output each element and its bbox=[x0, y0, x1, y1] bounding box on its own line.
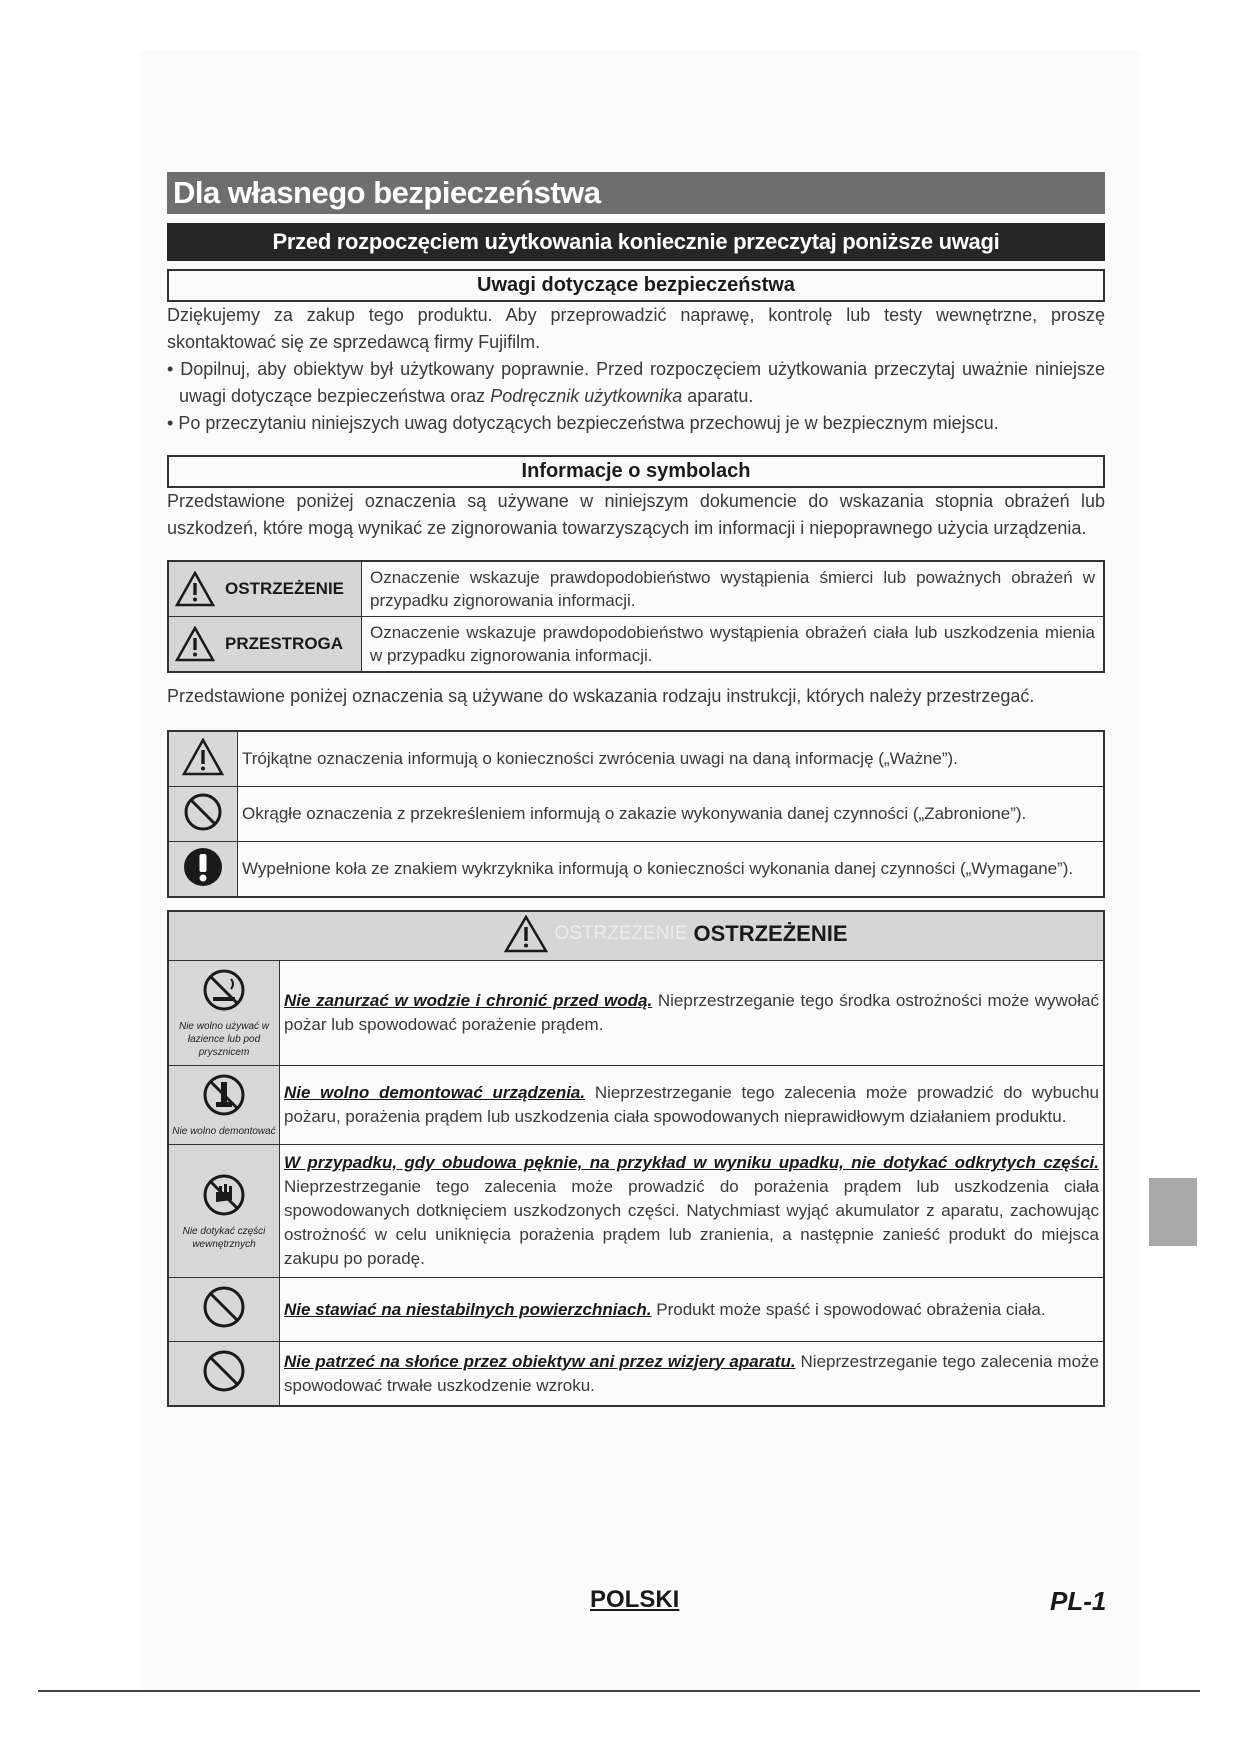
symbols-heading: Informacje o symbolach bbox=[167, 455, 1105, 488]
warning-icon-caption: Nie wolno demontować bbox=[172, 1126, 276, 1137]
footer-divider bbox=[38, 1690, 1200, 1692]
page-title: Dla własnego bezpieczeństwa bbox=[167, 172, 1105, 214]
instruction-icons-table bbox=[167, 730, 1105, 898]
symbols-intro: Przedstawione poniżej oznaczenia są używane w niniejszym dokumencie do wskazania stopnia obrażeń lub uszkodzeń, które mogą wynikać ze zignorowania towarzyszących im informacji i niepoprawnego użycia urządzenia. bbox=[167, 491, 1105, 538]
warning-lead: Nie wolno demontować urządzenia. bbox=[284, 1083, 586, 1102]
warning-row bbox=[168, 1145, 1104, 1278]
warning-lead: Nie zanurzać w wodzie i chronić przed wodą. bbox=[284, 991, 653, 1010]
footer-language: POLSKI bbox=[590, 1586, 680, 1613]
warning-triangle-icon bbox=[175, 626, 215, 662]
warning-header-ghost: OSTRZEŻENIE bbox=[554, 922, 688, 944]
warning-row bbox=[168, 1342, 1104, 1407]
safety-bullet-1: • Dopilnuj, aby obiektyw był użytkowany poprawnie. Przed rozpoczęciem użytkowania przeczytaj uważnie niniejsze uwagi dotyczące bezpieczeństwa oraz Podręcznik użytkownika aparatu. bbox=[167, 359, 1105, 406]
hazard-level-text: Oznaczenie wskazuje prawdopodobieństwo wystąpienia śmierci lub poważnych obrażeń w przypadku zignorowania informacji. bbox=[362, 561, 1105, 617]
warning-lead: Nie patrzeć na słońce przez obiektyw ani przez wizjery aparatu. bbox=[284, 1351, 796, 1371]
hazard-level-label: OSTRZEŻENIE bbox=[225, 579, 345, 598]
warning-table bbox=[167, 910, 1105, 1407]
safety-intro: Dziękujemy za zakup tego produktu. Aby przeprowadzić naprawę, kontrolę lub testy wewnętrzne, proszę skontaktować się ze sprzedawcą firmy Fujifilm. bbox=[167, 305, 1105, 352]
manual-title: Podręcznik użytkownika bbox=[490, 386, 683, 406]
section-thumb-tab bbox=[1149, 1178, 1197, 1246]
warning-row bbox=[168, 1278, 1104, 1342]
hazard-level-label: PRZESTROGA bbox=[225, 634, 344, 653]
safety-bullet-2: • Po przeczytaniu niniejszych uwag dotyczących bezpieczeństwa przechowuj je w bezpiecznym miejscu. bbox=[167, 413, 999, 433]
no-touch-icon bbox=[201, 1172, 247, 1218]
warning-text: Nieprzestrzeganie tego środka ostrożności może wywołać pożar lub spowodować porażenie prądem. bbox=[284, 991, 1099, 1034]
instruction-icon-text: Okrągłe oznaczenia z przekreśleniem informują o zakazie wykonywania danej czynności („Zabronione”). bbox=[238, 787, 1105, 842]
warning-triangle-icon bbox=[504, 915, 548, 953]
hazard-level-text: Oznaczenie wskazuje prawdopodobieństwo wystąpienia obrażeń ciała lub uszkodzenia mienia w przypadku zignorowania informacji. bbox=[362, 617, 1105, 673]
hazard-levels-table bbox=[167, 560, 1105, 673]
document-body bbox=[167, 172, 1105, 1407]
instruction-intro: Przedstawione poniżej oznaczenia są używane do wskazania rodzaju instrukcji, których należy przestrzegać. bbox=[167, 686, 1035, 706]
warning-lead: W przypadku, gdy obudowa pęknie, na przykład w wyniku upadku, nie dotykać odkrytych części. bbox=[284, 1153, 1099, 1172]
mandatory-exclamation-icon bbox=[182, 846, 224, 888]
warning-text: Produkt może spaść i spowodować obrażenia ciała. bbox=[656, 1299, 1046, 1319]
hazard-level-row bbox=[168, 561, 1104, 617]
warning-icon-caption: Nie wolno używać w łazience lub pod prysznicem bbox=[178, 1021, 270, 1058]
no-disassembly-icon bbox=[201, 1072, 247, 1118]
warning-row bbox=[168, 1066, 1104, 1145]
hazard-level-row bbox=[168, 617, 1104, 673]
instruction-icon-row bbox=[168, 787, 1104, 842]
warning-text: Nieprzestrzeganie tego zalecenia może spowodować trwałe uszkodzenie wzroku. bbox=[284, 1351, 1099, 1395]
warning-triangle-icon bbox=[182, 738, 224, 776]
warning-row bbox=[168, 961, 1104, 1066]
safety-notes-heading: Uwagi dotyczące bezpieczeństwa bbox=[167, 269, 1105, 302]
warning-header-label: OSTRZEŻENIE bbox=[693, 920, 848, 946]
warning-text: Nieprzestrzeganie tego zalecenia może prowadzić do wybuchu pożaru, porażenia prądem lub uszkodzenia ciała spowodowanych nieprawidłowym działaniem produktu. bbox=[284, 1083, 1099, 1126]
instruction-icon-text: Trójkątne oznaczenia informują o konieczności zwrócenia uwagi na daną informację („Ważne”). bbox=[238, 731, 1105, 787]
warning-icon-caption: Nie dotykać części wewnętrznych bbox=[182, 1225, 266, 1250]
prohibited-icon bbox=[201, 1284, 247, 1330]
no-water-icon bbox=[201, 967, 247, 1013]
instruction-icon-row bbox=[168, 842, 1104, 898]
page-subtitle: Przed rozpoczęciem użytkowania koniecznie przeczytaj poniższe uwagi bbox=[167, 223, 1105, 261]
warning-header bbox=[168, 911, 1104, 961]
instruction-icon-text: Wypełnione koła ze znakiem wykrzyknika informują o konieczności wykonania danej czynności („Wymagane”). bbox=[238, 842, 1105, 898]
warning-text: Nieprzestrzeganie tego zalecenia może prowadzić do porażenia prądem lub uszkodzenia ciała spowodowanych dotknięciem uszkodzonych części. Natychmiast wyjąć akumulator z aparatu, zachowując ostrożność w celu uniknięcia porażenia prądem lub zranienia, a następnie zanieść produkt do miejsca zakupu po poradę. bbox=[284, 1177, 1099, 1268]
page-number: PL-1 bbox=[1050, 1586, 1107, 1616]
prohibited-icon bbox=[183, 792, 223, 832]
instruction-icon-row bbox=[168, 731, 1104, 787]
warning-lead: Nie stawiać na niestabilnych powierzchniach. bbox=[284, 1299, 652, 1319]
prohibited-icon bbox=[201, 1348, 247, 1394]
warning-triangle-icon bbox=[175, 571, 215, 607]
